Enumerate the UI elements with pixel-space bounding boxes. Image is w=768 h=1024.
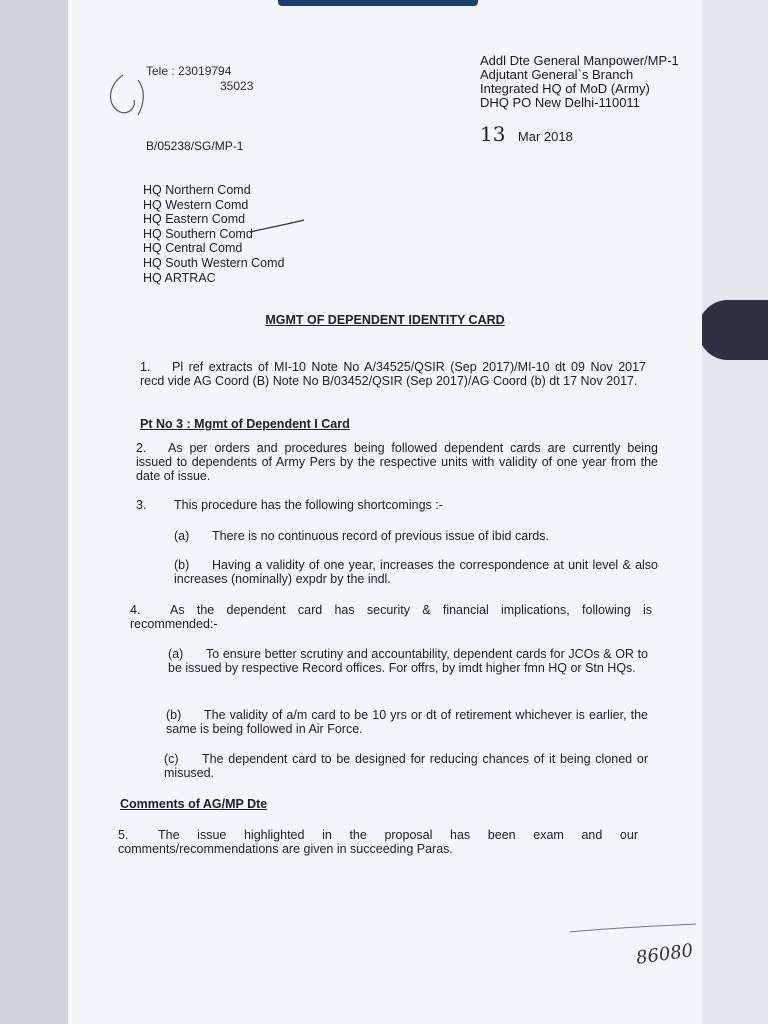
date-day-handwritten: 13 xyxy=(480,122,506,146)
address-line: Integrated HQ of MoD (Army) xyxy=(480,81,650,96)
address-line: DHQ PO New Delhi-110011 xyxy=(480,95,640,110)
paragraph-4c xyxy=(164,752,648,780)
distribution-item: HQ Southern Comd xyxy=(143,226,253,241)
document-page xyxy=(68,0,702,1024)
background-shadow xyxy=(698,300,768,360)
distribution-item: HQ Northern Comd xyxy=(143,183,251,197)
section-heading-comments: Comments of AG/MP Dte xyxy=(120,797,268,811)
background-left xyxy=(0,0,70,1024)
paragraph-4b xyxy=(166,708,648,736)
distribution-item: HQ Central Comd xyxy=(143,241,243,256)
distribution-item: HQ Eastern Comd xyxy=(143,212,246,227)
item-text: The validity of a/m card to be 10 yrs or dt of retirement whichever is earlier, the same is being followed in Air Force. xyxy=(166,708,648,736)
address-line: Addl Dte General Manpower/MP-1 xyxy=(480,53,679,68)
paragraph-3b xyxy=(174,558,658,586)
telephone-extension: 35023 xyxy=(220,79,254,93)
sender-address xyxy=(480,54,702,110)
binder-clip xyxy=(278,0,478,6)
reference-number: B/05238/SG/MP-1 xyxy=(146,139,244,153)
para-text: This procedure has the following shortcomings :- xyxy=(174,498,443,512)
paragraph-4a xyxy=(168,647,648,675)
item-text: Having a validity of one year, increases the correspondence at unit level & also increases (nominally) expdr by the indl. xyxy=(174,558,658,586)
distribution-item: HQ ARTRAC xyxy=(143,270,216,285)
item-label: (a) xyxy=(174,529,190,543)
para-number: 2. xyxy=(136,441,147,455)
para-text: As the dependent card has security & financial implications, following is recommended:- xyxy=(130,603,652,631)
item-label: (b) xyxy=(174,558,190,572)
paragraph-3a xyxy=(174,529,654,543)
distribution-item: HQ Western Comd xyxy=(143,197,249,212)
para-number: 5. xyxy=(118,828,129,842)
tick-mark-icon xyxy=(248,218,308,238)
paragraph-1 xyxy=(140,360,646,388)
item-label: (a) xyxy=(168,647,184,661)
paragraph-2 xyxy=(136,441,658,483)
paragraph-3 xyxy=(136,498,656,512)
para-text: Pl ref extracts of MI-10 Note No A/34525/QSIR (Sep 2017)/MI-10 dt 09 Nov 2017 recd vide AG Coord (B) Note No B/03452/QSIR (Sep 2017)/AG Coord (b) dt 17 Nov 2017. xyxy=(140,360,646,388)
para-number: 1. xyxy=(140,360,151,374)
address-line: Adjutant General`s Branch xyxy=(480,67,634,82)
distribution-item: HQ South Western Comd xyxy=(143,255,285,270)
item-text: To ensure better scrutiny and accountability, dependent cards for JCOs & OR to be issued by respective Record offices. For offrs, by imdt higher fmn HQ or Stn HQs. xyxy=(168,647,648,675)
paragraph-5 xyxy=(118,828,638,856)
para-number: 3. xyxy=(136,498,147,512)
subject-heading: MGMT OF DEPENDENT IDENTITY CARD xyxy=(265,313,505,327)
item-label: (c) xyxy=(164,752,179,766)
telephone-number: Tele : 23019794 xyxy=(146,64,232,78)
handwritten-number: 86080 xyxy=(634,940,695,969)
para-number: 4. xyxy=(130,603,141,617)
date-month-year: Mar 2018 xyxy=(517,129,573,144)
item-label: (b) xyxy=(166,708,182,722)
paragraph-4 xyxy=(130,603,652,631)
item-text: There is no continuous record of previous issue of ibid cards. xyxy=(212,529,549,543)
letter-date xyxy=(480,122,573,146)
para-text: The issue highlighted in the proposal has been exam and our comments/recommendations are given in succeeding Paras. xyxy=(118,828,638,856)
background-right xyxy=(698,0,768,1024)
section-heading-pt3: Pt No 3 : Mgmt of Dependent I Card xyxy=(140,417,350,431)
para-text: As per orders and procedures being followed dependent cards are currently being issued to dependents of Army Pers by the respective units with validity of one year from the date of issue. xyxy=(136,441,658,483)
item-text: The dependent card to be designed for reducing chances of it being cloned or misused. xyxy=(164,752,648,780)
